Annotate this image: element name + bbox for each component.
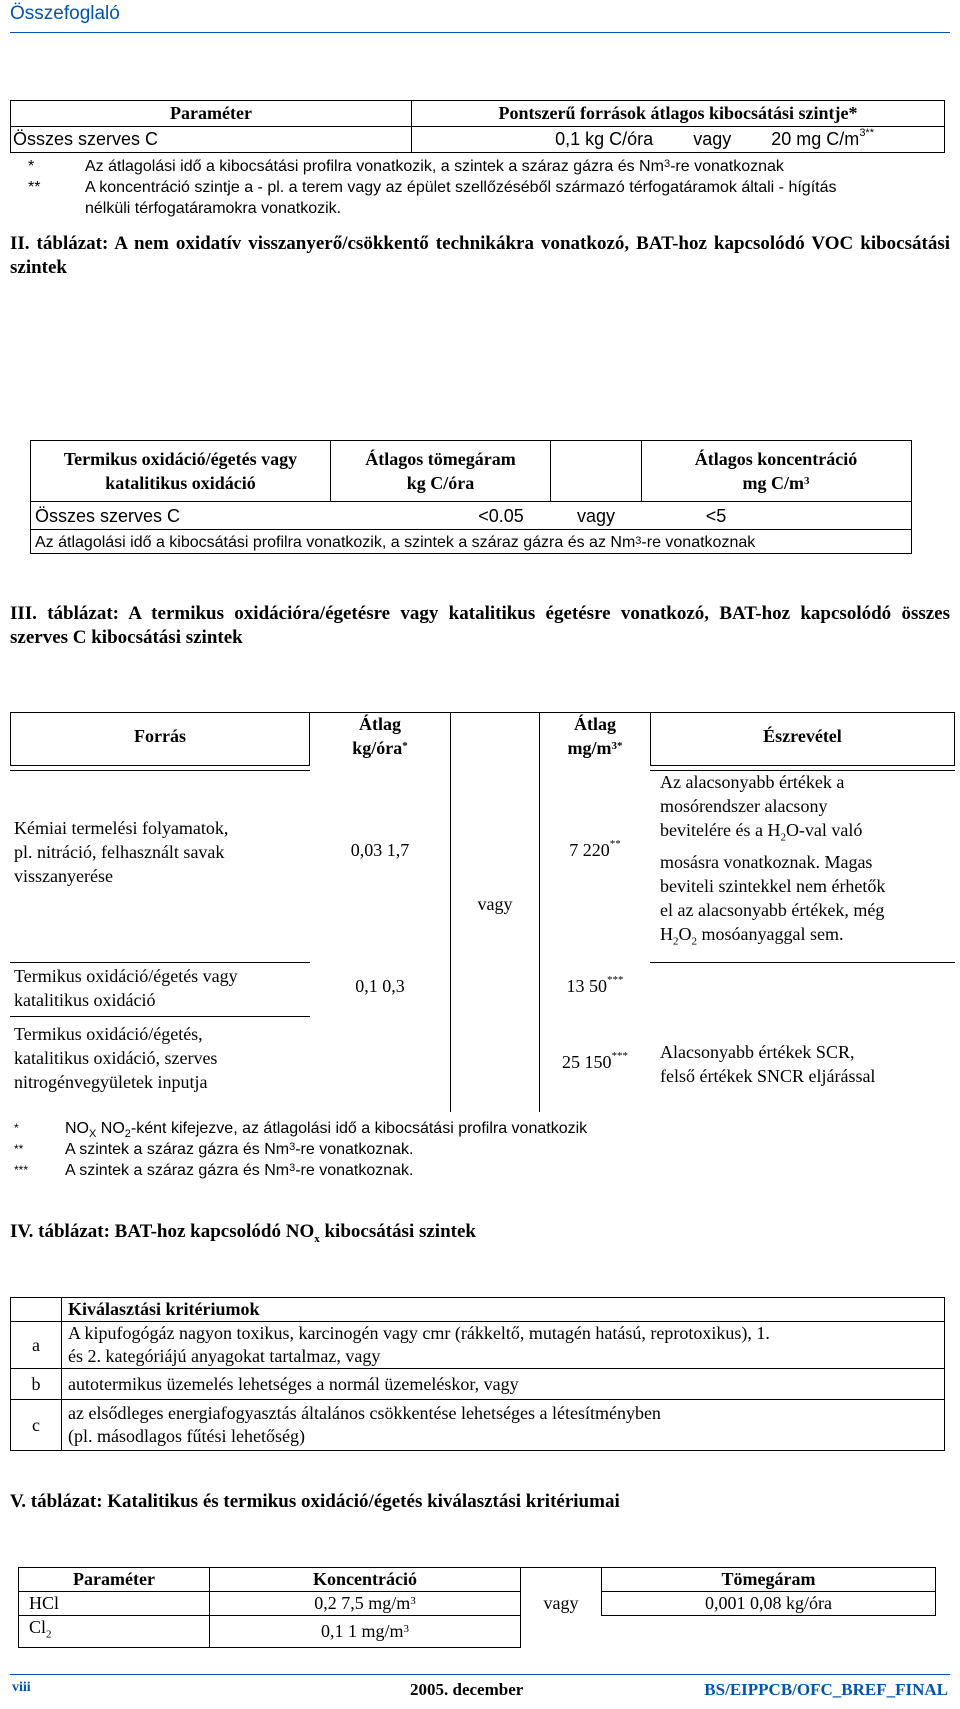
n2-text: A szintek a száraz gázra és Nm$^3$-re vonatkoznak. bbox=[65, 1141, 414, 1158]
table-selection-criteria bbox=[10, 1297, 945, 1451]
criteria-a-key: a bbox=[11, 1322, 62, 1369]
footer-code: BS/EIPPCB/OFC_BREF_FINAL bbox=[704, 1680, 948, 1699]
value-or: vagy bbox=[693, 129, 732, 149]
r1-source: Kémiai termelési folyamatok, pl. nitráció, felhasznált savak visszanyerése bbox=[14, 818, 229, 886]
criteria-a-text: A kipufogógáz nagyon toxikus, karcinogén vagy cmr (rákkeltő, mutagén hatású, reprotoxikus), 1. és 2. kategóriájú anyagokat tartalmaz, vagy bbox=[62, 1322, 945, 1369]
criteria-b-text: autotermikus üzemelés lehetséges a normál üzemeléskor, vagy bbox=[62, 1369, 945, 1400]
n3-mark: *** bbox=[14, 1163, 29, 1177]
value-or-2: vagy bbox=[576, 506, 616, 526]
caption-table-v: V. táblázat: Katalitikus és termikus oxidáció/égetés kiválasztási kritériumai bbox=[10, 1491, 620, 1512]
r3-mg: 25 150*** bbox=[562, 1050, 628, 1072]
footer-date: 2005. december bbox=[410, 1680, 524, 1699]
criteria-heading: Kiválasztási kritériumok bbox=[62, 1298, 945, 1322]
value-mass: <0.05 bbox=[478, 506, 524, 526]
caption-table-ii: II. táblázat: A nem oxidatív visszanyerő/csökkentő technikákra vonatkozó, BAT-hoz kapcsolódó VOC kibocsátási szintek bbox=[10, 233, 950, 278]
note2-mark: ** bbox=[28, 179, 41, 196]
header-mass-flow: Átlagos tömegáram kg C/óra bbox=[331, 441, 551, 501]
header-rule bbox=[10, 32, 950, 33]
col-parameter: Paraméter bbox=[11, 101, 412, 127]
table3-notes bbox=[10, 1118, 950, 1181]
header-avg-kg: Átlag kg/óra* bbox=[352, 714, 408, 758]
note2-line2: nélküli térfogatáramokra vonatkozik. bbox=[85, 200, 342, 217]
n3-text: A szintek a száraz gázra és Nm$^3$-re vonatkoznak. bbox=[65, 1162, 414, 1179]
header-avg-mg: Átlag $mg/m^{3*}$ bbox=[567, 714, 623, 758]
header-param: Paraméter bbox=[19, 1568, 210, 1592]
r1-mass: 0,001 0,08 kg/óra bbox=[602, 1592, 936, 1616]
header-blank bbox=[551, 441, 642, 501]
header-conc: Koncentráció bbox=[210, 1568, 521, 1592]
value-mg-sup: 3** bbox=[859, 127, 874, 139]
criteria-b-key: b bbox=[11, 1369, 62, 1400]
header-source: Forrás bbox=[134, 726, 186, 746]
r1-mg: 7 220** bbox=[569, 838, 621, 860]
r1-conc: 0,2 7,5 $mg/m^3$ bbox=[210, 1592, 521, 1616]
table-non-oxidative bbox=[30, 440, 912, 554]
header-concentration: Átlagos koncentráció mg $C/m^3$ bbox=[694, 449, 858, 493]
page-number: viii bbox=[12, 1680, 31, 1695]
header-thermal-oxidation: Termikus oxidáció/égetés vagy katalitikus oxidáció bbox=[31, 441, 331, 501]
r2-param: $Cl_2$ bbox=[19, 1616, 210, 1648]
r2-source: Termikus oxidáció/égetés vagy katalitikus oxidáció bbox=[14, 966, 238, 1010]
r1-param: HCl bbox=[19, 1592, 210, 1616]
n2-mark: ** bbox=[14, 1142, 24, 1156]
col-emission-level: Pontszerű források átlagos kibocsátási szintje* bbox=[412, 101, 945, 127]
page-header-title: Összefoglaló bbox=[10, 3, 120, 24]
table5-or: vagy bbox=[543, 1593, 579, 1613]
value-mg: 20 mg C/m bbox=[771, 129, 860, 149]
row-label-total-organic-c: Összes szerves C bbox=[11, 127, 412, 153]
table3-or: vagy bbox=[477, 894, 513, 914]
criteria-c-key: c bbox=[11, 1400, 62, 1451]
r3-remark: Alacsonyabb értékek SCR, felső értékek SNCR eljárással bbox=[660, 1042, 876, 1086]
row-label-total-organic-c-2: Összes szerves C bbox=[35, 506, 181, 526]
note1-text: Az átlagolási idő a kibocsátási profilra vonatkozik, a szintek a száraz gázra és Nm$^3$-re vonatkoznak bbox=[85, 158, 784, 175]
value-kg: 0,1 kg C/óra bbox=[555, 129, 654, 149]
value-conc: <5 bbox=[705, 506, 727, 526]
note2-line1: A koncentráció szintje a - pl. a terem vagy az épület szellőzéséből származó térfogatáramok általi - hígítás bbox=[85, 179, 837, 196]
table2-note: Az átlagolási idő a kibocsátási profilra vonatkozik, a szintek a száraz gázra és az Nm$^3$-re vonatkoznak bbox=[35, 534, 756, 551]
cell-emission-values bbox=[412, 127, 945, 153]
table-thermal-oxidation-levels bbox=[10, 712, 955, 1112]
table-hcl-cl2 bbox=[18, 1567, 936, 1648]
r2-kg: 0,1 0,3 bbox=[355, 976, 405, 996]
footer-rule bbox=[10, 1674, 950, 1675]
caption-table-iii: III. táblázat: A termikus oxidációra/égetésre vagy katalitikus égetésre vonatkozó, BAT-hoz kapcsolódó összes szerves C kibocsátási szintek bbox=[10, 603, 950, 648]
r2-conc: 0,1 1 $mg/m^3$ bbox=[210, 1616, 521, 1648]
r2-mg: 13 50*** bbox=[566, 974, 624, 996]
n1-text: $NO_X$ $NO_2$-ként kifejezve, az átlagolási idő a kibocsátási profilra vonatkozik bbox=[65, 1120, 588, 1141]
table1-notes bbox=[10, 156, 950, 219]
header-remark: Észrevétel bbox=[763, 726, 842, 746]
r3-source: Termikus oxidáció/égetés, katalitikus oxidáció, szerves nitrogénvegyületek inputja bbox=[14, 1024, 218, 1092]
caption-table-iv: IV. táblázat: BAT-hoz kapcsolódó $NO_x$ kibocsátási szintek bbox=[10, 1221, 476, 1245]
n1-mark: * bbox=[14, 1121, 19, 1135]
note1-mark: * bbox=[28, 158, 35, 175]
criteria-c-text: az elsődleges energiafogyasztás általános csökkentése lehetséges a létesítményben (pl. másodlagos fűtési lehetőség) bbox=[62, 1400, 945, 1451]
table-voc-point-sources bbox=[10, 100, 945, 153]
r1-remark: Az alacsonyabb értékek a mosórendszer alacsony bevitelére és a $H_2O$-val való mosásra vonatkoznak. Magas beviteli szintekkel nem érhetők el az alacsonyabb értékek, még $H_2O_2$ mosóanyaggal sem. bbox=[660, 772, 886, 948]
header-mass: Tömegáram bbox=[602, 1568, 936, 1592]
r1-kg: 0,03 1,7 bbox=[350, 840, 410, 860]
